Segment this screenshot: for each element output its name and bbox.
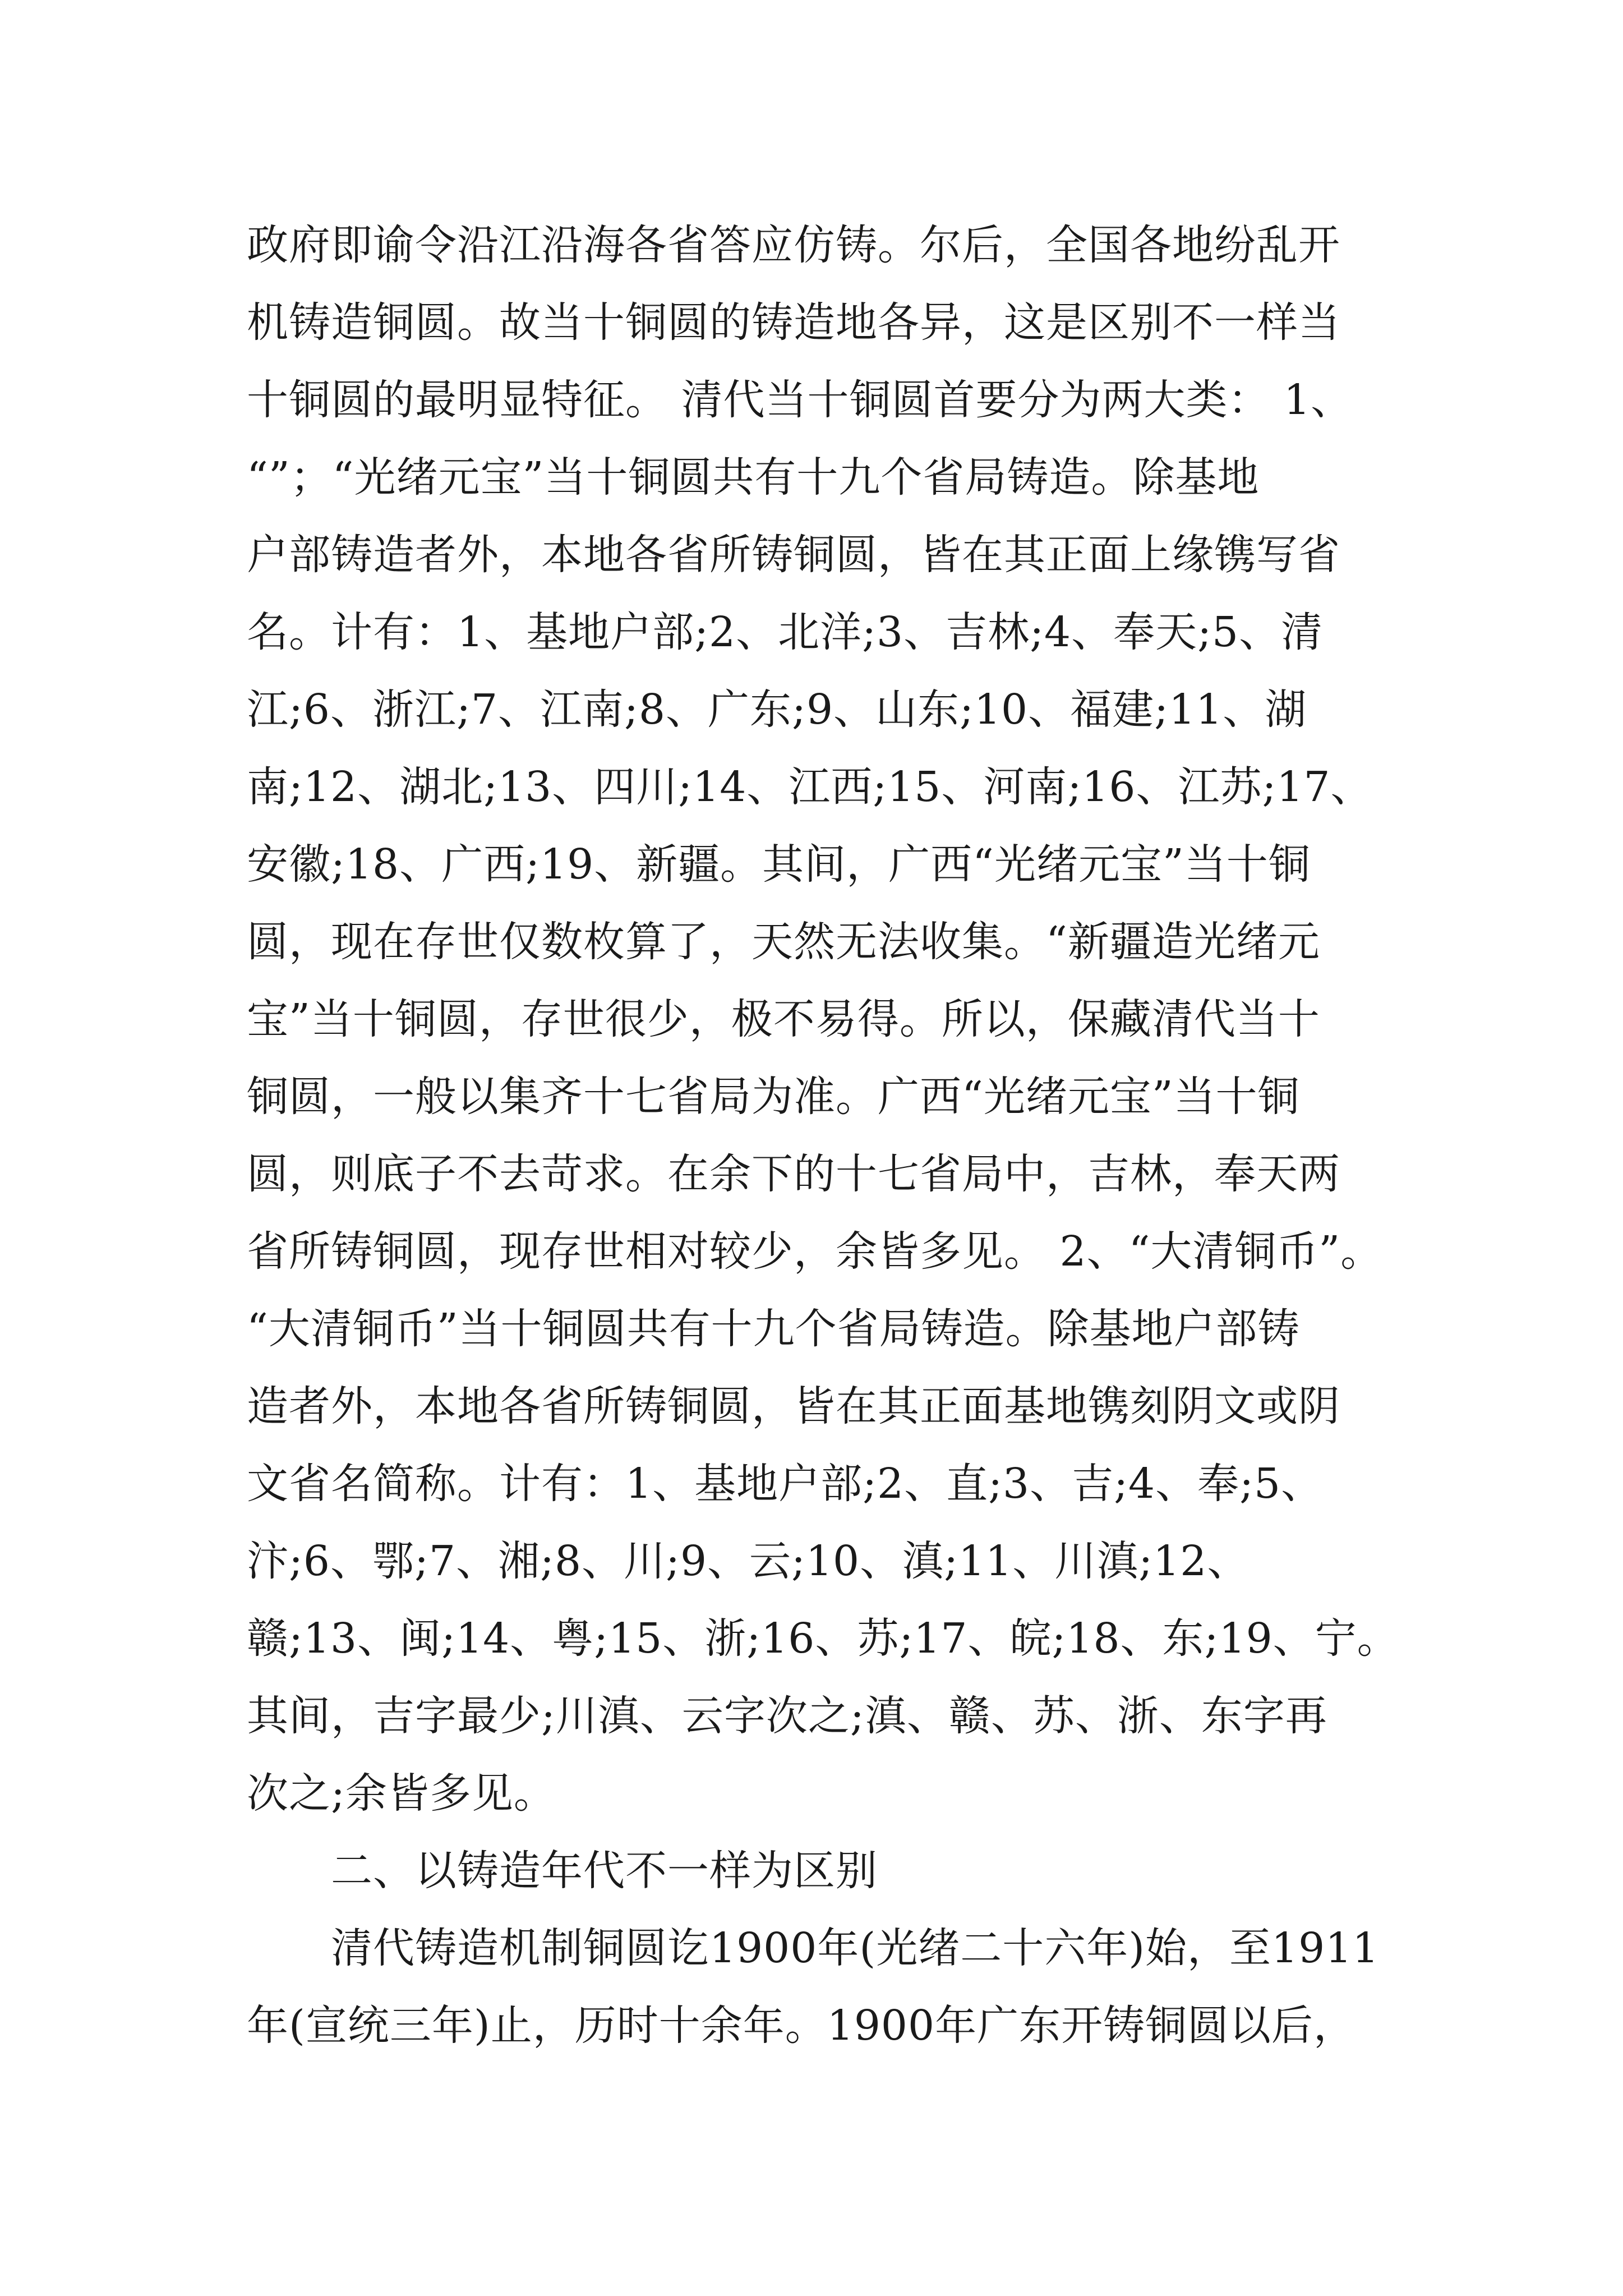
text-line: 宝”当十铜圆，存世很少，极不易得。所以，保藏清代当十 [247,995,1320,1043]
body-text [247,206,1419,2064]
text-line: 南;12、湖北;13、四川;14、江西;15、河南;16、江苏;17、 [247,763,1373,811]
text-line: 清代铸造机制铜圆讫1900年(光绪二十六年)始，至1911 [331,1924,1380,1972]
text-line: 年(宣统三年)止，历时十余年。1900年广东开铸铜圆以后， [247,2001,1356,2050]
text-line: 政府即谕令沿江沿海各省答应仿铸。尔后，全国各地纷乱开 [247,221,1340,269]
text-line: 造者外，本地各省所铸铜圆，皆在其正面基地镌刻阴文或阴 [247,1382,1340,1430]
text-line: 次之;余皆多见。 [247,1769,556,1818]
text-line: 江;6、浙江;7、江南;8、广东;9、山东;10、福建;11、湖 [247,685,1307,734]
text-line: 名。计有：1、基地户部;2、北洋;3、吉林;4、奉天;5、清 [247,608,1324,656]
text-line: “大清铜币”当十铜圆共有十九个省局铸造。除基地户部铸 [247,1305,1300,1353]
text-line: 圆，则底子不去苛求。在余下的十七省局中，吉林，奉天两 [247,1150,1340,1198]
text-line: “”；“光绪元宝”当十铜圆共有十九个省局铸造。除基地 [247,453,1260,501]
text-line: 机铸造铜圆。故当十铜圆的铸造地各异，这是区别不一样当 [247,298,1340,347]
text-line: 赣;13、闽;14、粤;15、浙;16、苏;17、皖;18、东;19、宁。 [247,1614,1399,1663]
text-line: 铜圆，一般以集齐十七省局为准。广西“光绪元宝”当十铜 [247,1073,1300,1121]
text-line: 安徽;18、广西;19、新疆。其间，广西“光绪元宝”当十铜 [247,840,1311,889]
section-heading: 二、以铸造年代不一样为区别 [331,1847,878,1895]
text-line: 圆，现在存世仅数枚算了，天然无法收集。“新疆造光绪元 [247,918,1320,966]
text-line: 户部铸造者外，本地各省所铸铜圆，皆在其正面上缘镌写省 [247,531,1340,579]
text-line: 其间，吉字最少;川滇、云字次之;滇、赣、苏、浙、东字再 [247,1692,1327,1740]
text-line: 文省名简称。计有：1、基地户部;2、直;3、吉;4、奉;5、 [247,1460,1324,1508]
text-line: 省所铸铜圆，现存世相对较少，余皆多见。 2、“大清铜币”。 [247,1227,1383,1276]
text-line: 十铜圆的最明显特征。 清代当十铜圆首要分为两大类： 1、 [247,376,1353,424]
text-line: 汴;6、鄂;7、湘;8、川;9、云;10、滇;11、川滇;12、 [247,1537,1249,1585]
